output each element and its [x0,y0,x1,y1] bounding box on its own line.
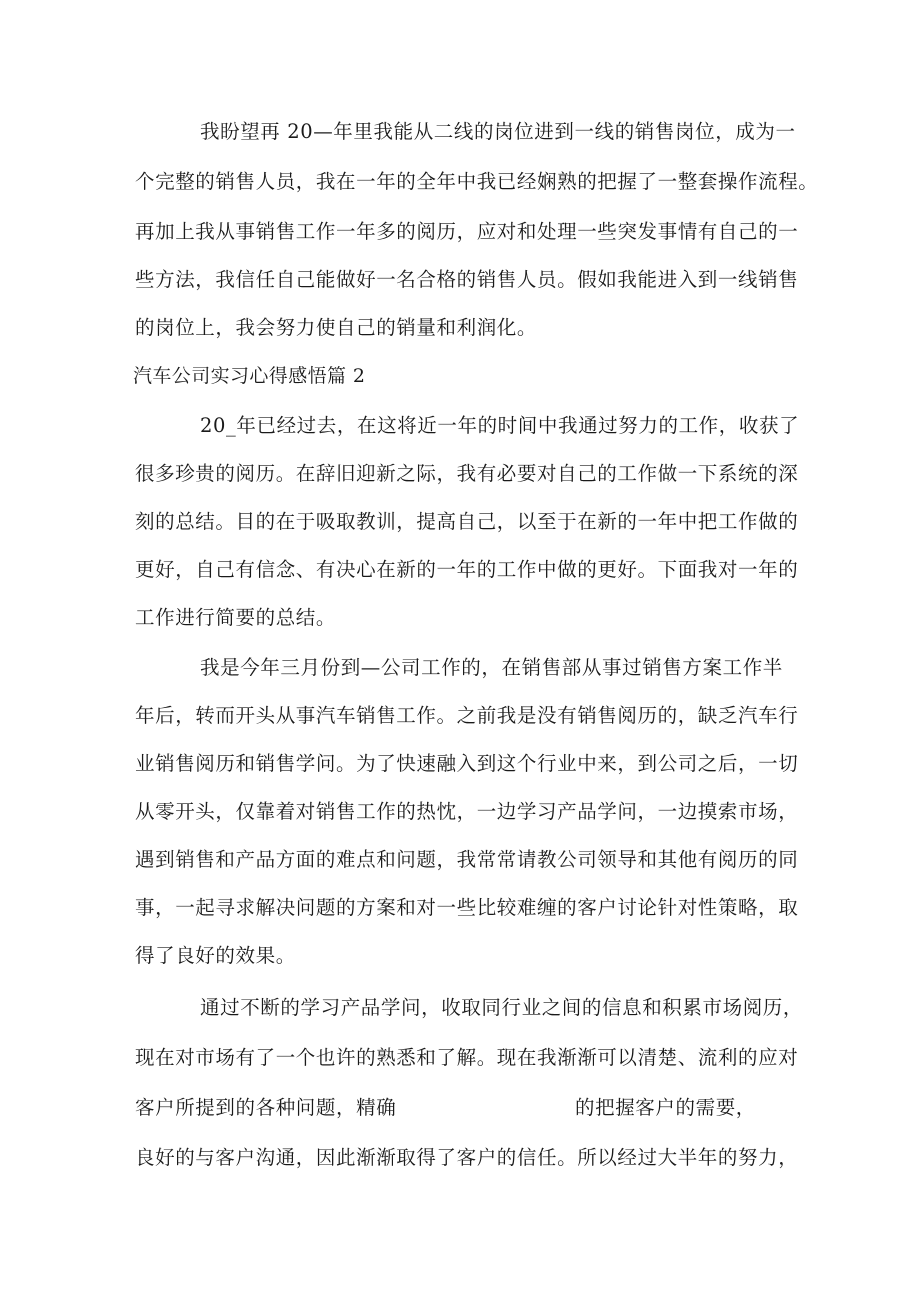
p3-line-5: 遇到销售和产品方面的难点和问题，我常常请教公司领导和其他有阅历的同 [135,848,799,871]
p2-line-1: 20_年已经过去，在这将近一年的时间中我通过努力的工作，收获了 [200,414,800,437]
p1-line-2: 个完整的销售人员，我在一年的全年中我已经娴熟的把握了一整套操作流程。 [135,170,819,193]
p1-line-4: 些方法，我信任自己能做好一名合格的销售人员。假如我能进入到一线销售 [135,268,799,291]
p3-line-1: 我是今年三月份到—公司工作的，在销售部从事过销售方案工作半 [200,656,783,679]
p1-line-3: 再加上我从事销售工作一年多的阅历，应对和处理一些突发事情有自己的一 [135,220,799,243]
p2-line-5: 工作进行简要的总结。 [135,606,337,629]
p4-line-3-right: 的把握客户的需要， [575,1096,756,1119]
p3-line-6: 事，一起寻求解决问题的方案和对一些比较难缠的客户讨论针对性策略，取 [135,896,799,919]
p2-line-2: 很多珍贵的阅历。在辞旧迎新之际，我有必要对自己的工作做一下系统的深 [135,462,799,485]
p1-line-5: 的岗位上，我会努力使自己的销量和利润化。 [135,316,538,339]
p3-line-7: 得了良好的效果。 [135,944,296,967]
p2-line-3: 刻的总结。目的在于吸取教训，提高自己，以至于在新的一年中把工作做的 [135,510,799,533]
p1-line-1: 我盼望再 20—年里我能从二线的岗位进到一线的销售岗位，成为一 [200,120,796,143]
section-heading: 汽车公司实习心得感悟篇 2 [133,365,366,387]
p3-line-3: 业销售阅历和销售学问。为了快速融入到这个行业中来，到公司之后，一切 [135,752,799,775]
p3-line-4: 从零开头，仅靠着对销售工作的热忱，一边学习产品学问，一边摸索市场， [135,800,799,823]
p4-line-2: 现在对市场有了一个也许的熟悉和了解。现在我渐渐可以清楚、流利的应对 [135,1046,799,1069]
p2-line-4: 更好，自己有信念、有决心在新的一年的工作中做的更好。下面我对一年的 [135,558,799,581]
p4-line-3-left: 客户所提到的各种问题，精确 [135,1096,397,1119]
p4-line-1: 通过不断的学习产品学问，收取同行业之间的信息和积累市场阅历， [200,996,804,1019]
p3-line-2: 年后，转而开头从事汽车销售工作。之前我是没有销售阅历的，缺乏汽车行 [135,704,799,727]
p4-line-4: 良好的与客户沟通，因此渐渐取得了客户的信任。所以经过大半年的努力， [135,1146,799,1169]
